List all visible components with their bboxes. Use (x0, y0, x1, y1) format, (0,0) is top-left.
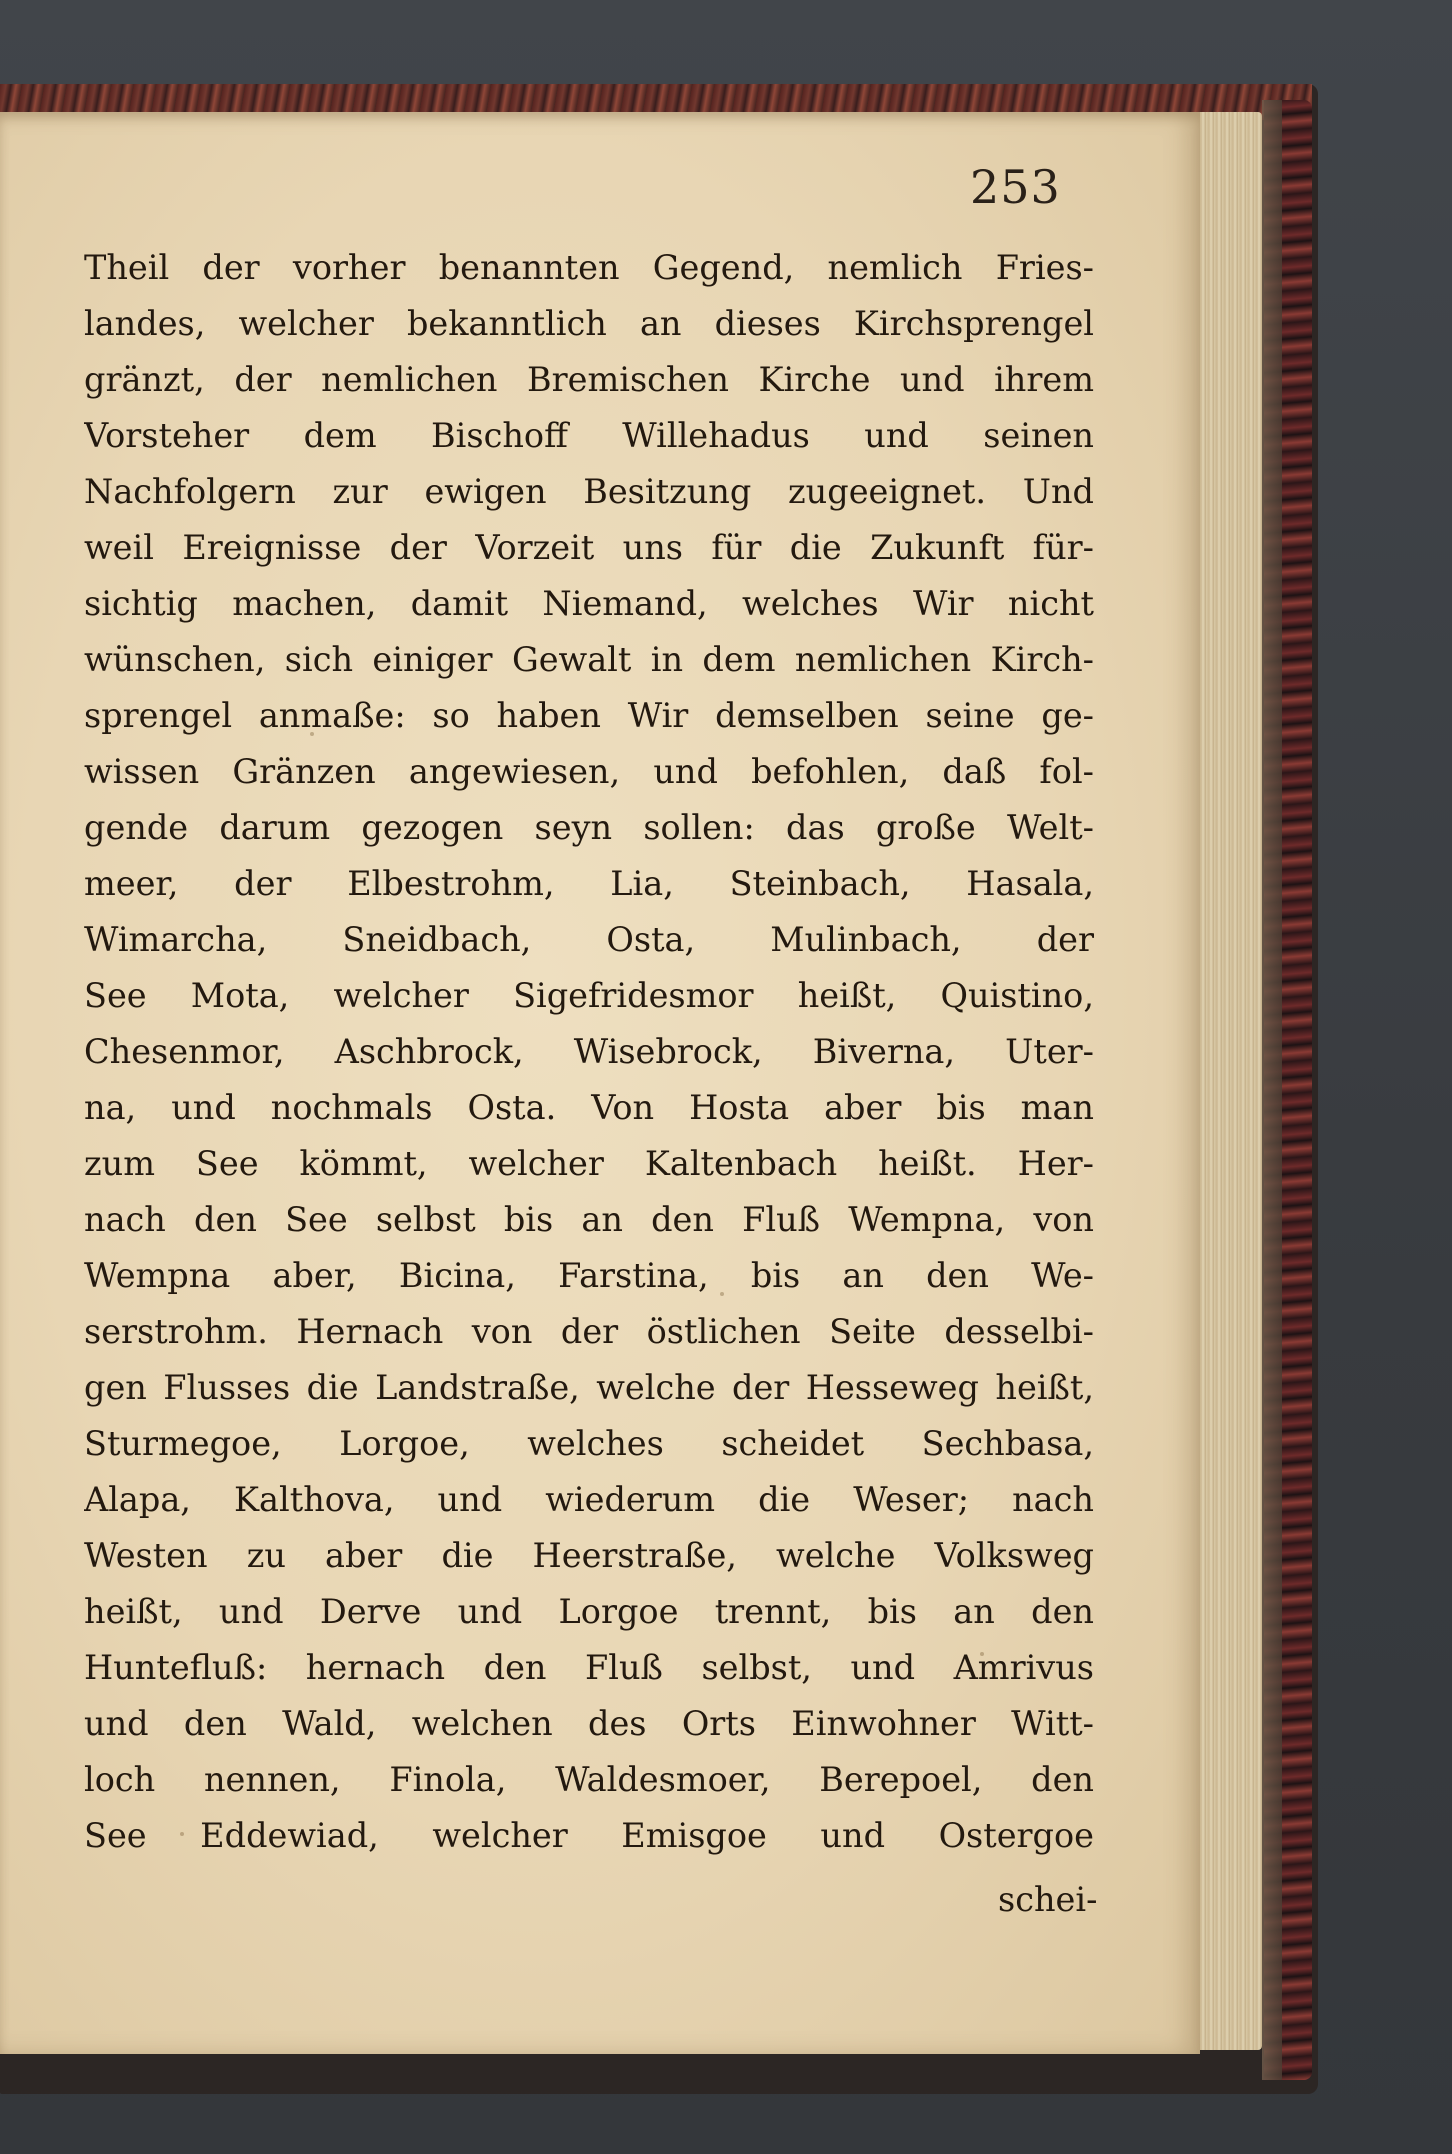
text-line: Westen zu aber die Heerstraße, welche Volksweg (84, 1536, 1094, 1575)
text-line: Chesenmor, Aschbrock, Wisebrock, Biverna, Uter- (84, 1032, 1094, 1071)
page-stack-edge (1190, 112, 1262, 2050)
text-line: Huntefluß: hernach den Fluß selbst, und Amrivus (84, 1648, 1094, 1687)
text-line: See Eddewiad, welcher Emisgoe und Ostergoe (84, 1816, 1094, 1855)
text-line: landes, welcher bekanntlich an dieses Kirchsprengel (84, 304, 1094, 343)
text-line: heißt, und Derve und Lorgoe trennt, bis an den (84, 1592, 1094, 1631)
spine-cloth (1262, 100, 1282, 2080)
text-line: loch nennen, Finola, Waldesmoer, Berepoel, den (84, 1760, 1094, 1799)
text-line: Wempna aber, Bicina, Farstina, bis an den We- (84, 1256, 1094, 1295)
page-number: 253 (970, 160, 1061, 214)
text-line: nach den See selbst bis an den Fluß Wempna, von (84, 1200, 1094, 1239)
body-text (84, 240, 1094, 1864)
text-line: wünschen, sich einiger Gewalt in dem nemlichen Kirch- (84, 640, 1094, 679)
text-line: sprengel anmaße: so haben Wir demselben seine ge- (84, 696, 1094, 735)
text-line: und den Wald, welchen des Orts Einwohner Witt- (84, 1704, 1094, 1743)
text-line: meer, der Elbestrohm, Lia, Steinbach, Hasala, (84, 864, 1094, 903)
text-line: zum See kömmt, welcher Kaltenbach heißt. Her- (84, 1144, 1094, 1183)
text-line: Alapa, Kalthova, und wiederum die Weser; nach (84, 1480, 1094, 1519)
text-line: Vorsteher dem Bischoff Willehadus und seinen (84, 416, 1094, 455)
text-line: weil Ereignisse der Vorzeit uns für die Zukunft für- (84, 528, 1094, 567)
text-line: gen Flusses die Landstraße, welche der Hesseweg heißt, (84, 1368, 1094, 1407)
text-line: Wimarcha, Sneidbach, Osta, Mulinbach, der (84, 920, 1094, 959)
text-line: sichtig machen, damit Niemand, welches Wir nicht (84, 584, 1094, 623)
text-line: Nachfolgern zur ewigen Besitzung zugeeignet. Und (84, 472, 1094, 511)
text-line: Theil der vorher benannten Gegend, nemlich Fries- (84, 248, 1094, 287)
text-line: gende darum gezogen seyn sollen: das große Welt- (84, 808, 1094, 847)
text-line: serstrohm. Hernach von der östlichen Seite desselbi- (84, 1312, 1094, 1351)
text-line: wissen Gränzen angewiesen, und befohlen, daß fol- (84, 752, 1094, 791)
catchword: schei- (998, 1880, 1098, 1919)
text-line: gränzt, der nemlichen Bremischen Kirche und ihrem (84, 360, 1094, 399)
text-line: Sturmegoe, Lorgoe, welches scheidet Sechbasa, (84, 1424, 1094, 1463)
text-line: See Mota, welcher Sigefridesmor heißt, Quistino, (84, 976, 1094, 1015)
text-line: na, und nochmals Osta. Von Hosta aber bis man (84, 1088, 1094, 1127)
